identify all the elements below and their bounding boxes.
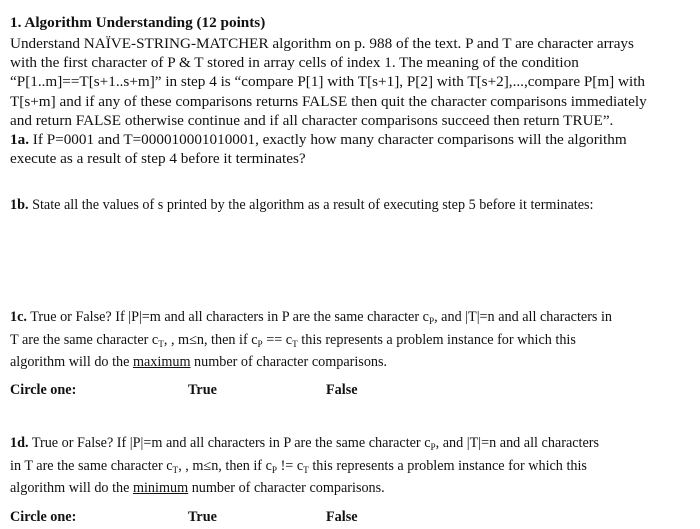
intro-line: and return FALSE otherwise continue and if all character comparisons succeed then return TRUE”.: [10, 111, 614, 129]
question-1c: 1c. True or False? If |P|=m and all characters in P are the same character $c_P$, and |T|=n and all characters in T are the same character $c_T$, , m≤n, then if $c_P == c_T$ this represents a problem instance for which this algorithm will do the maximum number of character comparisons.: [10, 309, 613, 370]
option-true[interactable]: True: [188, 509, 217, 525]
circle-one-label: Circle one:: [10, 382, 77, 398]
intro-line: Understand NAÏVE-STRING-MATCHER algorithm on p. 988 of the text. P and T are character arrays: [10, 35, 634, 52]
option-true[interactable]: True: [188, 382, 217, 398]
circle-one-label: Circle one:: [10, 509, 77, 525]
question-1b: [10, 197, 594, 214]
question-1a: [10, 130, 694, 168]
question-label: 1c.: [10, 309, 27, 325]
question-label: 1b.: [10, 197, 29, 213]
emphasis-maximum: maximum: [132, 354, 191, 370]
emphasis-minimum: minimum: [132, 480, 189, 496]
question-text: execute as a result of step 4 before it terminates?: [10, 150, 306, 168]
intro-paragraph: [10, 34, 694, 130]
question-text: State all the values of s printed by the algorithm as a result of executing step 5 before it terminates:: [28, 197, 594, 213]
circle-one-row-1c: [10, 382, 694, 402]
question-label: 1a.: [10, 131, 29, 148]
option-false[interactable]: False: [326, 509, 358, 525]
option-false[interactable]: False: [326, 382, 358, 398]
intro-line: with the first character of P & T stored in array cells of index 1. The meaning of the condition: [10, 54, 579, 72]
intro-line: T[s+m] and if any of these comparisons returns FALSE then quit the character comparisons immediately: [10, 92, 647, 110]
question-label: 1d.: [10, 435, 29, 451]
intro-line: “P[1..m]==T[s+1..s+m]” in step 4 is “compare P[1] with T[s+1], P[2] with T[s+2],...,compare P[m] with: [10, 73, 646, 91]
circle-one-row-1d: [10, 509, 694, 529]
question-1d: 1d. True or False? If |P|=m and all characters in P are the same character $c_P$, and |T|=n and all characters in T are the same character $c_T$, , m≤n, then if $c_P$ != $c_T$ this represents a problem instance for which this algorithm will do the minimum number of character comparisons.: [10, 435, 600, 496]
section-title: 1. Algorithm Understanding (12 points): [10, 14, 266, 31]
question-text: If P=0001 and T=000010001010001, exactly how many character comparisons will the algorithm: [28, 131, 627, 148]
